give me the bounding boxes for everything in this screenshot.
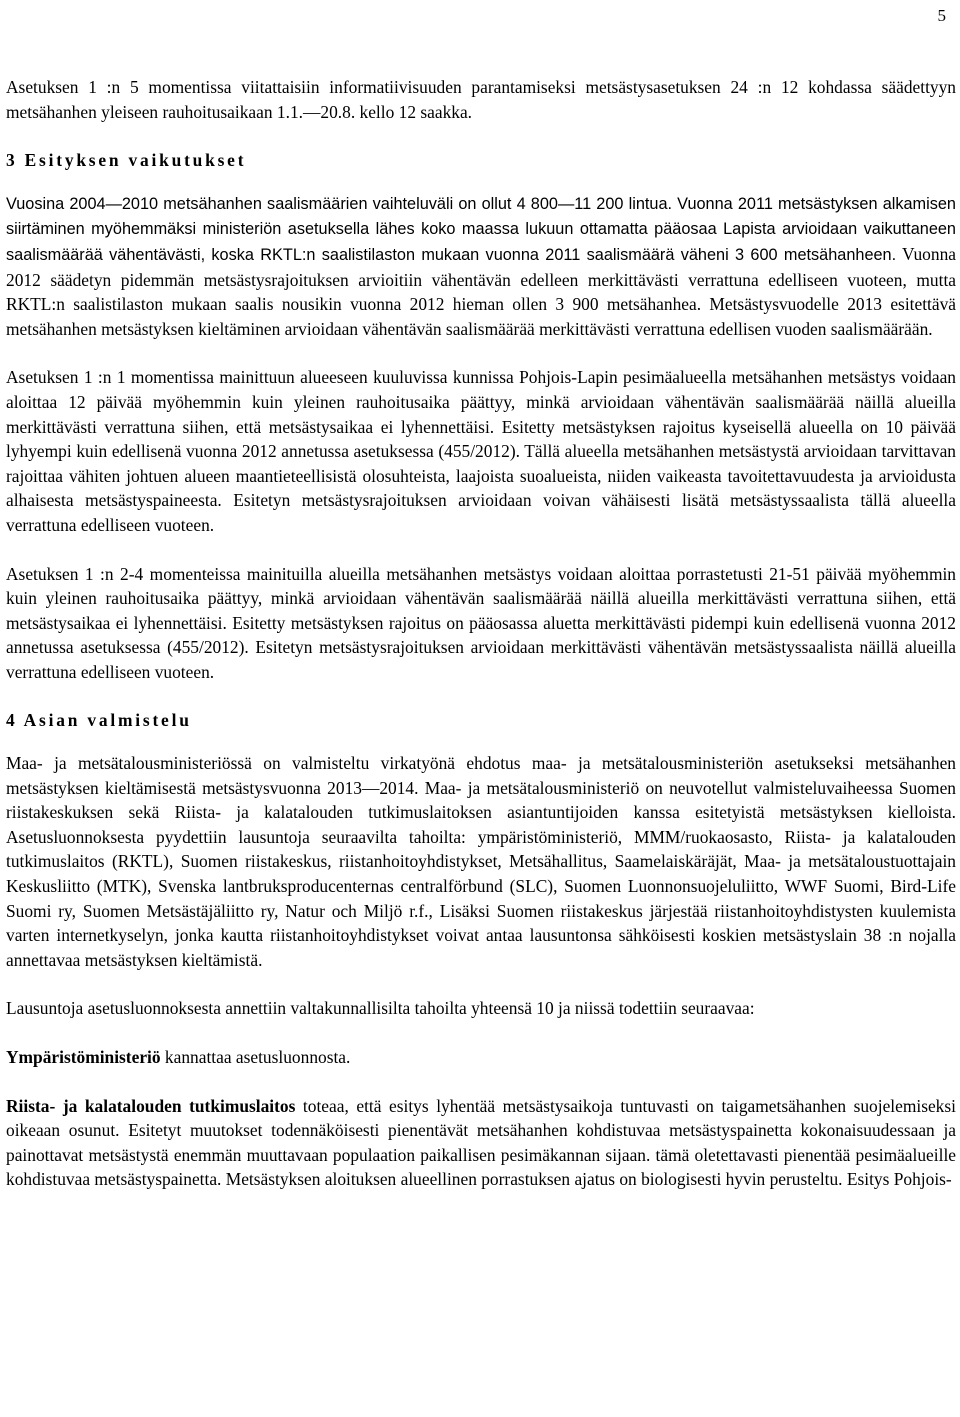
section-4-paragraph-3: [6, 1045, 956, 1070]
section-4-paragraph-1: Maa- ja metsätalousministeriössä on valmisteltu virkatyönä ehdotus maa- ja metsätalousministeriön asetukseksi metsähanhen metsästyksen kieltämisestä metsästysvuonna 2013—2014. Maa- ja metsätalousministeriö on neuvotellut valmisteluvaiheessa Suomen riistakeskuksen sekä Riista- ja kalatalouden tutkimuslaitoksen asiantuntijoiden kanssa esitetyistä metsästyksen kielloista. Asetusluonnoksesta pyydettiin lausuntoja seuraavilta tahoilta: ympäristöministeriö, MMM/ruokaosasto, Riista- ja kalatalouden tutkimuslaitos (RKTL), Suomen riistakeskus, riistanhoitoyhdistykset, Metsähallitus, Saamelaiskäräjät, Maa- ja metsätaloustuottajain Keskusliitto (MTK), Svenska lantbruksproducenternas centralförbund (SLC), Suomen Luonnonsuojeluliitto, WWF Suomi, Bird-Life Suomi ry, Suomen Metsästäjäliitto ry, Natur och Miljö r.f., Lisäksi Suomen riistakeskus järjestää riistanhoitoyhdistysten kuulemista varten internetkyselyn, jonka kautta riistanhoitoyhdistykset voivat antaa lausuntonsa sähköisesti koskien metsästyslain 38 :n nojalla annettavaa metsästyksen kieltämistä.: [6, 753, 956, 970]
statement-text: toteaa, että esitys lyhentää metsästysaikoja tuntuvasti on taigametsähanhen suojelemiseksi oikeaan osunut. Esitetyt muutokset todennäköisesti pienentävät metsähanhen kohdistuvaa metsästyspainetta kokonaisuudessaan ja painottavat metsästystä enemmän muuttavaan populaation paikallisen pesimäkannan sijaan. tämä oletettavasti pienentää pesimäalueille kohdistuvaa metsästyspainetta. Metsästyksen aloituksen alueellinen porrastuksen ajatus on biologisesti hyvin perusteltu. Esitys Pohjois-: [6, 1095, 956, 1190]
section-4-heading: 4 Asian valmistelu: [6, 710, 192, 731]
section-4-paragraph-2: Lausuntoja asetusluonnoksesta annettiin valtakunnallisilta tahoilta yhteensä 10 ja niissä todettiin seuraavaa:: [6, 998, 755, 1019]
mixed-font-run: Vuosina 2004—2010 metsähanhen saalismäärien vaihteluväli on ollut 4 800—11 200 lintua. Vuonna 2011 metsästyksen alkamisen siirtäminen myöhemmäksi ministeriön asetuksella lähes koko maassa lukuun ottamatta pääosaa Lapista arvioidaan vaikuttaneen saalismäärää vähentävästi, koska RKTL:n saalistilaston mukaan vuonna 2011 saalismäärä väheni 3 600 metsähanheen.: [6, 194, 956, 264]
page-number: 5: [937, 6, 946, 25]
intro-paragraph: Asetuksen 1 :n 5 momentissa viitattaisiin informatiivisuuden parantamiseksi metsästysasetuksen 24 :n 12 kohdassa säädettyyn metsähanhen yleiseen rauhoitusaikaan 1.1.—20.8. kello 12 saakka.: [6, 77, 956, 122]
section-4-paragraph-4: [6, 1094, 956, 1192]
section-3-paragraph-2: Asetuksen 1 :n 1 momentissa mainittuun alueeseen kuuluvissa kunnissa Pohjois-Lapin pesimäalueella metsähanhen metsästys voidaan aloittaa 12 päivää myöhemmin kuin yleinen rauhoitusaika päättyy, minkä arvioidaan vähentävän saalismäärää näillä alueilla merkittävästi verrattuna siihen, että metsästysaikaa ei lyhennettäisi. Esitetty metsästyksen rajoitus kyseisellä alueella on 10 päivää lyhyempi kuin edellisenä vuonna 2012 annetussa asetuksessa (455/2012). Tällä alueella metsähanhen metsästystä arvioidaan tarvittavan rajoittaa vähiten johtuen alueen maantieteellisistä olosuhteista, laajoista suoalueista, niiden vaikeasta tavoitettavuudesta ja arvioidusta alhaisesta metsästyspaineesta. Esitetyn metsästysrajoituksen arvioidaan voivan vähäisesti lisätä metsästyssaalista tällä alueella verrattuna edelliseen vuoteen.: [6, 367, 956, 535]
document-body: [6, 75, 956, 1192]
section-3-heading: 3 Esityksen vaikutukset: [6, 150, 247, 171]
section-3-paragraph-1: [6, 191, 956, 342]
statement-text: kannattaa asetusluonnosta.: [160, 1047, 351, 1067]
section-3-paragraph-3: Asetuksen 1 :n 2-4 momenteissa mainituilla alueilla metsähanhen metsästys voidaan aloittaa porrastetusti 21-51 päivää myöhemmin kuin yleinen rauhoitusaika päättyy, minkä arvioidaan vähentävän saalismäärää näillä alueilla merkittävästi verrattuna siihen, että metsästysaikaa ei lyhennettäisi. Esitetty metsästyksen rajoitus on pääosassa aluetta merkittävästi pidempi kuin edellisenä vuonna 2012 annetussa asetuksessa (455/2012). Esitetyn metsästysrajoituksen arvioidaan merkittävästi vähentävän metsästyssaalista näillä alueilla verrattuna edelliseen vuoteen.: [6, 563, 956, 682]
statement-author: Ympäristöministeriö: [6, 1047, 161, 1067]
statement-author: Riista- ja kalatalouden tutkimuslaitos: [6, 1095, 296, 1116]
serif-run: Vuonna 2012 säädetyn pidemmän metsästysrajoituksen arvioitiin vähentävän edelleen merkittävästi verrattuna edelliseen vuoteen, mutta RKTL:n saalistilaston mukaan saalis nousikin vuonna 2012 hieman ollen 3 900 metsähanhea. Metsästysvuodelle 2013 esitettävä metsähanhen metsästyksen kieltäminen arvioidaan vähentävän saalismäärää merkittävästi verrattuna edellisen vuoden saalismäärään.: [6, 243, 956, 339]
